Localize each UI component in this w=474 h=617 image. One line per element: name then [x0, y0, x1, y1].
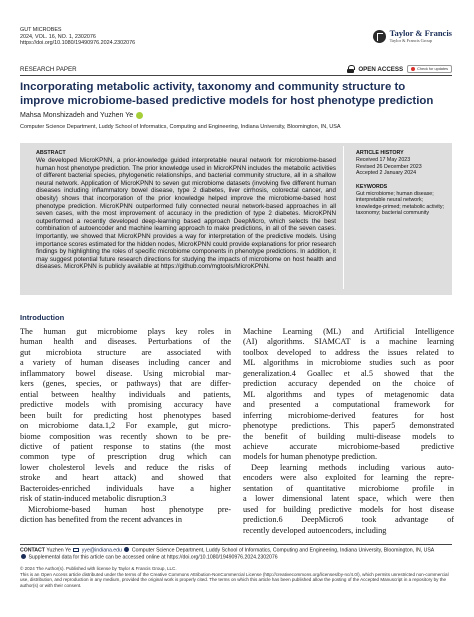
body-text-line: prediction accuracy depended on the choice of	[243, 379, 454, 389]
check-for-updates-button[interactable]	[407, 65, 452, 73]
body-text-line: gut microbiota structure are associated with	[20, 347, 231, 357]
body-text-line: stroke and heart attack) and showed that	[20, 473, 231, 483]
body-text-line: ML algorithms in microbiome studies such as poor	[243, 358, 454, 368]
keywords-heading: KEYWORDS	[356, 183, 388, 190]
body-text-line: sentation of quantitative microbiome profile in	[243, 483, 454, 493]
body-text-line: recently developed autoencoders, including	[243, 525, 387, 535]
affiliation: Computer Science Department, Luddy School of Informatics, Computing and Engineering, Indiana University, Bloomington, IN, USA	[20, 124, 341, 130]
contact-label: CONTACT	[20, 547, 45, 554]
open-access-area	[347, 65, 452, 73]
authors	[20, 112, 143, 119]
body-column-right	[243, 327, 454, 536]
publisher-name: Taylor & Francis	[389, 28, 452, 38]
body-text-line: used for building predictive models for host disease	[243, 504, 454, 514]
body-text-line: been built for predicting host phenotypes based	[20, 410, 231, 420]
keywords-text: Gut microbiome; human disease; interpretable neural network; knowledge-primed; metabolic activity; taxonomy; bacterial community	[356, 191, 445, 217]
body-column-left	[20, 327, 231, 526]
address-icon	[124, 547, 129, 552]
abstract-heading: ABSTRACT	[36, 150, 66, 156]
journal-doi[interactable]: https://doi.org/10.1080/19490976.2024.2302076	[20, 40, 136, 47]
revised-date: Revised 26 December 2023	[356, 163, 422, 170]
journal-info	[20, 27, 135, 47]
open-access-label: OPEN ACCESS	[358, 65, 404, 73]
license-text: This is an Open Access article distributed under the terms of the Creative Commons Attribution-NonCommercial License (http://creativecommons.org/licenses/by-nc/4.0/), which permits unrestricted non-commercial use, distribution, and reproduction in any medium, provided the original work is properly cited. The terms on which this article has been published allow the posting of the Accepted Manuscript in a repository by the author(s) or with their consent.	[20, 571, 449, 588]
body-text-line: Deep learning methods including various auto-	[251, 462, 454, 472]
body-text-line: ML algorithms and types of metagenomic data	[243, 389, 454, 399]
article-header-row	[20, 64, 452, 74]
body-text-line: common type of prescription drug which can	[20, 452, 231, 462]
body-text-line: (AI) algorithms. SIAMCAT is a machine learning	[243, 337, 454, 347]
abstract-text: We developed MicroKPNN, a prior-knowledge guided interpretable neural network for microbiome-based human host phenotype prediction. The prior knowledge used in MicroKPNN includes the metabolic activities of different bacterial species, phylogenetic relationships, and bacterial community structure, all in a shallow neural network. Application of MicroKPNN to seven gut microbiome datasets (involving five different human diseases including inflammatory bowel disease, type 2 diabetes, liver cirrhosis, colorectal cancer, and obesity) shows that incorporation of the prior knowledge helped improve the microbiome-based host phenotype prediction. MicroKPNN outperformed fully connected neural network-based approaches in all seven cases, with the most improvement of accuracy in the prediction of type 2 diabetes. MicroKPNN outperformed a recently developed deep-learning based approach DeepMicro, which selects the best combination of autoencoder and machine learning approach to make predictions, in all of the seven cases. Importantly, we showed that MicroKPNN provides a way for interpretation of the predictive models. Using importance scores estimated for the hidden nodes, MicroKPNN could provide explanations for prior research findings by highlighting the roles of specific microbiome components in phenotype predictions. In addition, it may suggest potential future research directions for studying the impacts of microbiome on host health and diseases. MicroKPNN is publicly available at https://github.com/mgtools/MicroKPNN.	[36, 157, 336, 271]
body-text-line: toolbox developed to address the issues related to	[243, 347, 454, 357]
footer-license	[20, 566, 452, 588]
body-text-line: biome composition was recently shown to be pre-	[20, 431, 231, 441]
check-for-updates-label: Check for updates	[417, 67, 448, 71]
abstract-divider	[343, 146, 344, 289]
body-text-line: Microbiome-based human host phenotype pre-	[28, 504, 231, 514]
journal-issue: 2024, VOL. 16, NO. 1, 2302076	[20, 33, 96, 40]
paper-type: RESEARCH PAPER	[20, 65, 77, 73]
copyright-line: © 2024 The Author(s). Published with license by Taylor & Francis Group, LLC.	[20, 566, 177, 571]
article-title: Incorporating metabolic activity, taxonomy and community structure to improve microbiome-based predictive models for host phenotype prediction	[20, 81, 434, 107]
contact-name: Yuzhen Ye	[46, 547, 71, 554]
supplemental-note: Supplemental data for this article can be accessed online at https://doi.org/10.1080/19490976.2024.2302076	[28, 554, 278, 561]
body-text-line: predictive models with promising accuracy have	[20, 400, 231, 410]
accepted-date: Accepted 2 January 2024	[356, 170, 417, 177]
body-text-line: prediction.6 DeepMicro6 took advantage of	[243, 515, 454, 525]
body-text-line: models for human phenotype prediction.	[243, 452, 378, 462]
body-text-line: a lower dimensional latent space, which were then	[243, 494, 454, 504]
received-date: Received 17 May 2023	[356, 157, 411, 164]
article-sidebar	[356, 150, 451, 217]
open-access-lock-icon	[347, 65, 354, 73]
email-icon	[73, 548, 79, 552]
body-text-line: Bacteroides-enriched individuals have a higher	[20, 483, 231, 493]
orcid-icon[interactable]	[136, 112, 143, 119]
taylor-francis-logo-icon	[373, 30, 386, 43]
body-text-line: diction has benefited from the recent advances in	[20, 515, 182, 525]
publisher-group: Taylor & Francis Group	[389, 38, 432, 43]
publisher-logo	[373, 29, 452, 43]
contact-address: Computer Science Department, Luddy School of Informatics, Computing and Engineering, Indiana University, Bloomington, IN, USA	[131, 547, 435, 554]
supplemental-icon	[21, 554, 26, 559]
journal-name: GUT MICROBES	[20, 27, 62, 33]
crossmark-icon	[411, 67, 415, 71]
header-rule	[20, 75, 452, 76]
body-text-line: a variety of human diseases including cancer and	[20, 358, 231, 368]
footer-rule	[20, 544, 452, 545]
body-text-line: the benefit of building multi-disease models to	[243, 431, 454, 441]
contact-email[interactable]: yye@indiana.edu	[81, 547, 122, 554]
body-text-line: risk of statin-induced metabolic disruption.3	[20, 494, 167, 504]
body-text-line: lower cholesterol levels and reduce the risks of	[20, 462, 231, 472]
body-text-line: phenotype predictions. This paper5 demonstrated	[243, 421, 454, 431]
body-text-line: and presented a computational framework for	[243, 400, 454, 410]
body-text-line: The human gut microbiome plays key roles in	[20, 327, 231, 336]
article-history-heading: ARTICLE HISTORY	[356, 150, 404, 156]
body-text-line: encoders were also exploited for learning the repre-	[243, 473, 454, 483]
body-text-line: ential between healthy individuals and patients,	[20, 389, 231, 399]
body-text-line: generalization.4 Goallec et al.5 showed that the	[243, 368, 454, 378]
body-text-line: kers (genes, species, or pathways) that are differ-	[20, 379, 231, 389]
author-names: Mahsa Monshizadeh and Yuzhen Ye	[20, 112, 134, 119]
body-text-line: dictive of patient response to statins (the most	[20, 441, 231, 451]
introduction-heading: Introduction	[20, 313, 65, 322]
body-text-line: inferring microbiome-derived features for host	[243, 410, 454, 420]
body-text-line: achieve accurate microbiome-based predictive	[243, 441, 454, 451]
body-text-line: human health and diseases. Perturbations of the	[20, 337, 231, 347]
body-text-line: on microbiome data.1,2 For example, gut micro-	[20, 421, 231, 431]
body-text-line: Machine Learning (ML) and Artificial Intelligence	[243, 327, 454, 336]
body-text-line: inflammatory bowel disease. Using microbial mar-	[20, 368, 231, 378]
contact-block	[20, 547, 452, 561]
